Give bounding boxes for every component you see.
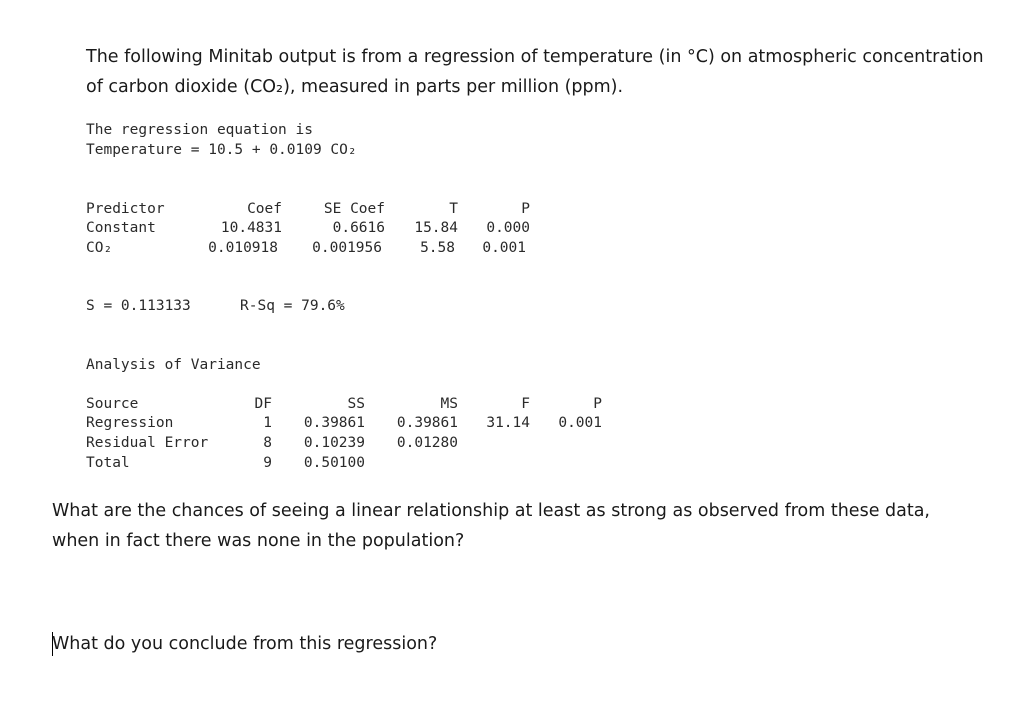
table-row-constant-se-coef: 0.6616 xyxy=(332,220,385,236)
question-1 xyxy=(52,496,992,556)
table-row-residual-source: Residual Error xyxy=(86,435,209,451)
intro-line-1: The following Minitab output is from a regression of temperature (in °C) on atmospheric concentration xyxy=(86,47,984,67)
anova-header-f: F xyxy=(521,396,530,412)
table-row-regression-p: 0.001 xyxy=(558,415,602,431)
anova-header-ss: SS xyxy=(347,396,365,412)
coef-header-p: P xyxy=(521,201,530,217)
table-row-co2-predictor: CO₂ xyxy=(86,240,113,256)
table-row-residual-ms: 0.01280 xyxy=(396,435,458,451)
intro-line-2: of carbon dioxide (CO₂), measured in parts per million (ppm). xyxy=(86,77,624,97)
coef-header-t: T xyxy=(449,201,458,217)
question-2[interactable]: What do you conclude from this regression? xyxy=(52,634,438,654)
coef-header-se-coef: SE Coef xyxy=(323,201,385,217)
s-value: S = 0.113133 xyxy=(86,298,191,314)
table-row-residual-ss: 0.10239 xyxy=(303,435,365,451)
anova-header-ms: MS xyxy=(440,396,458,412)
question-1-line-1: What are the chances of seeing a linear relationship at least as strong as observed from these data, xyxy=(52,501,930,521)
table-row-regression-f: 31.14 xyxy=(486,415,530,431)
table-row-residual-df: 8 xyxy=(263,435,272,451)
anova-title: Analysis of Variance xyxy=(86,357,261,373)
question-1-line-2: when in fact there was none in the population? xyxy=(52,531,465,551)
table-row-regression-source: Regression xyxy=(86,415,174,431)
equation-formula: Temperature = 10.5 + 0.0109 CO₂ xyxy=(86,141,357,158)
table-row-total-source: Total xyxy=(86,455,130,471)
anova-header-source: Source xyxy=(86,396,139,412)
table-row-co2-p: 0.001 xyxy=(482,240,526,256)
equation-heading: The regression equation is xyxy=(86,122,313,138)
table-row-regression-ss: 0.39861 xyxy=(303,415,365,431)
table-row-co2-coef: 0.010918 xyxy=(208,240,278,256)
table-row-co2-t: 5.58 xyxy=(420,240,455,256)
anova-header-df: DF xyxy=(254,396,272,412)
table-row-constant-coef: 10.4831 xyxy=(220,220,282,236)
coef-header-coef: Coef xyxy=(247,201,282,217)
anova-header-p: P xyxy=(593,396,602,412)
coef-header-predictor: Predictor xyxy=(86,201,165,217)
regression-equation xyxy=(86,121,357,160)
table-row-total-df: 9 xyxy=(263,455,272,471)
r-squared-value: R-Sq = 79.6% xyxy=(240,298,345,314)
table-row-co2-se-coef: 0.001956 xyxy=(312,240,382,256)
table-row-total-ss: 0.50100 xyxy=(303,455,365,471)
table-row-regression-ms: 0.39861 xyxy=(396,415,458,431)
table-row-regression-df: 1 xyxy=(263,415,272,431)
table-row-constant-predictor: Constant xyxy=(86,220,156,236)
table-row-constant-p: 0.000 xyxy=(486,220,530,236)
table-row-constant-t: 15.84 xyxy=(414,220,458,236)
intro-paragraph xyxy=(86,42,986,102)
